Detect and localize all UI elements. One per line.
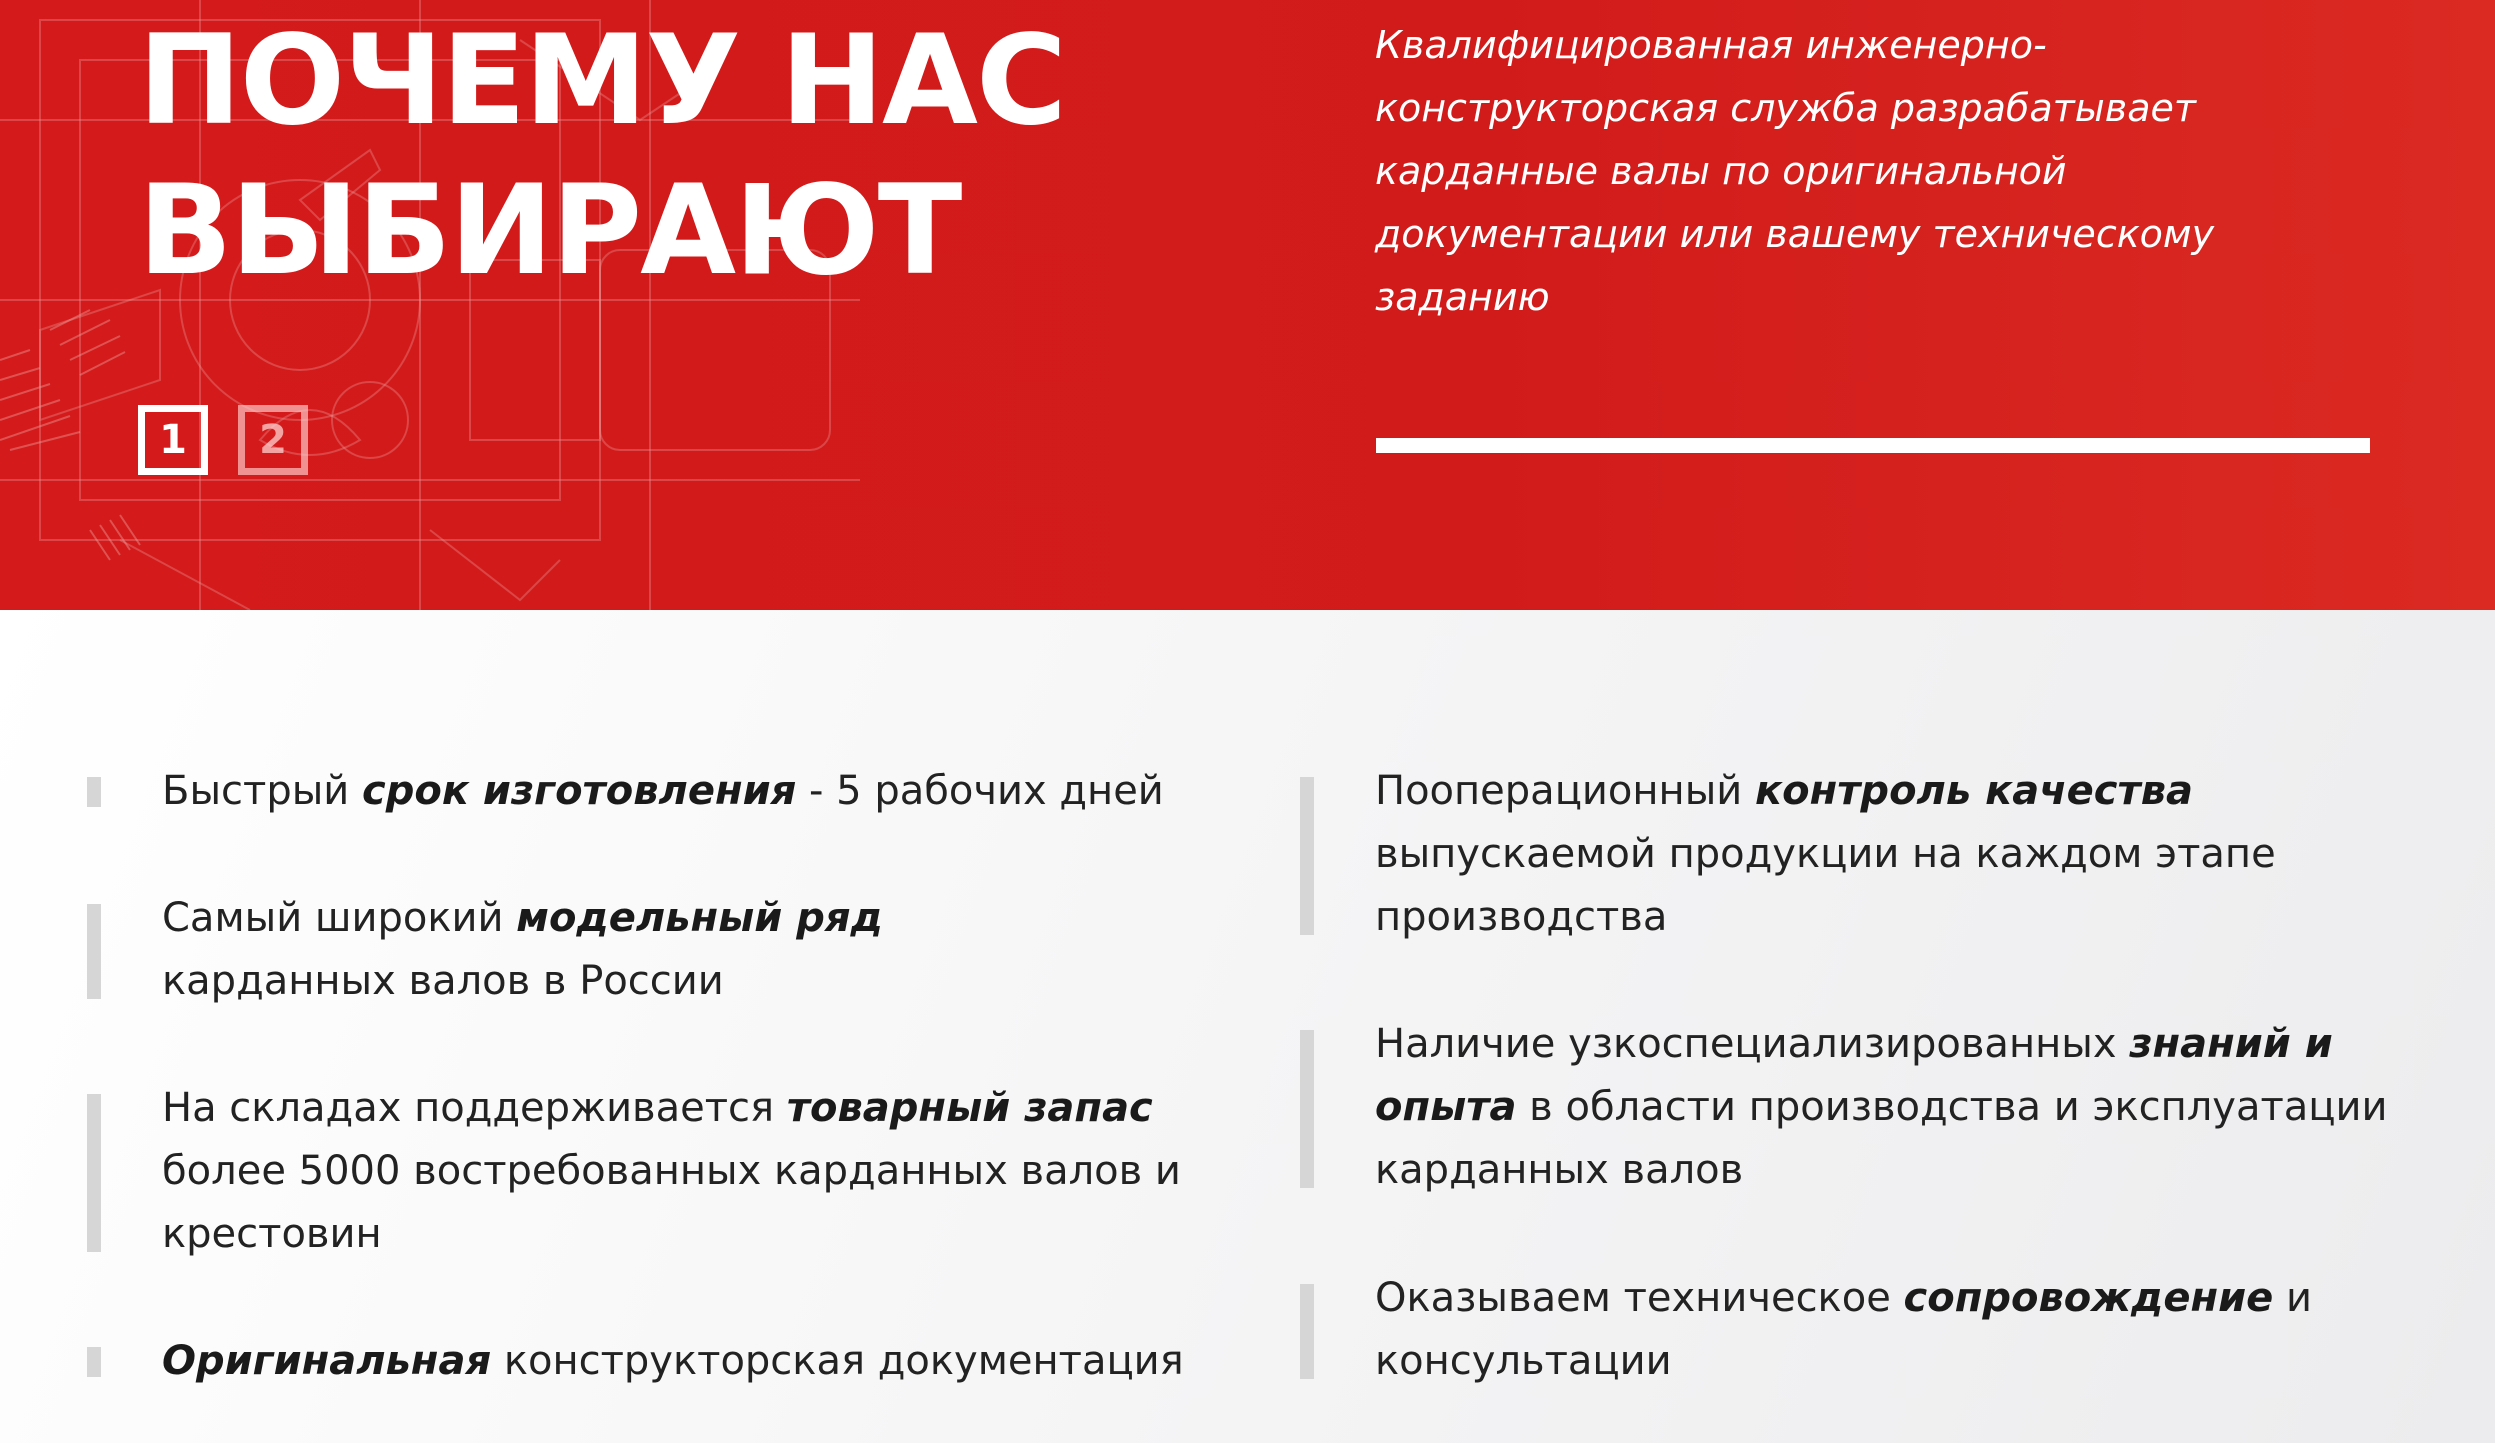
- hero-description: Квалифицированная инженерно-конструкторская служба разрабатывает карданные валы по оригинальной документации или вашему техническому заданию: [1375, 23, 2215, 319]
- feature-marker: [1300, 1284, 1314, 1379]
- feature-emphasis: модельный ряд: [516, 895, 883, 941]
- slide-2-button[interactable]: 2: [238, 405, 308, 475]
- feature-marker: [1300, 777, 1314, 935]
- feature-text: Наличие узкоспециализированных знаний и опыта в области производства и эксплуатации карданных валов: [1375, 1021, 2388, 1193]
- feature-emphasis: Оригинальная: [162, 1338, 492, 1384]
- feature-emphasis: срок изготовления: [362, 768, 797, 814]
- page-title-line-2: ВЫБИРАЮТ: [138, 159, 961, 303]
- hero-section: [0, 0, 2495, 610]
- slide-1-button[interactable]: 1: [138, 405, 208, 475]
- feature-text: Оказываем техническое сопровождение и консультации: [1375, 1275, 2312, 1384]
- feature-marker: [87, 1094, 101, 1252]
- feature-text: Пооперационный контроль качества выпускаемой продукции на каждом этапе производства: [1375, 768, 2276, 940]
- feature-emphasis: контроль качества: [1754, 768, 2193, 814]
- feature-text: Оригинальная конструкторская документация: [162, 1338, 1184, 1384]
- feature-text: Быстрый срок изготовления - 5 рабочих дней: [162, 768, 1164, 814]
- feature-emphasis: сопровождение: [1903, 1275, 2274, 1321]
- slide-pagination: [138, 405, 308, 475]
- feature-text: Самый широкий модельный ряд карданных валов в России: [162, 895, 883, 1004]
- feature-emphasis: знаний и опыта: [1375, 1021, 2333, 1130]
- feature-marker: [87, 904, 101, 999]
- feature-marker: [1300, 1030, 1314, 1188]
- features-section: [0, 610, 2495, 1443]
- feature-marker: [87, 777, 101, 807]
- feature-text: На складах поддерживается товарный запас более 5000 востребованных карданных валов и крестовин: [162, 1085, 1181, 1257]
- feature-marker: [87, 1347, 101, 1377]
- page-title-line-1: ПОЧЕМУ НАС: [138, 9, 1066, 153]
- feature-emphasis: товарный запас: [786, 1085, 1153, 1131]
- page-title: [138, 6, 1065, 306]
- hero-divider-line: [1376, 438, 2370, 453]
